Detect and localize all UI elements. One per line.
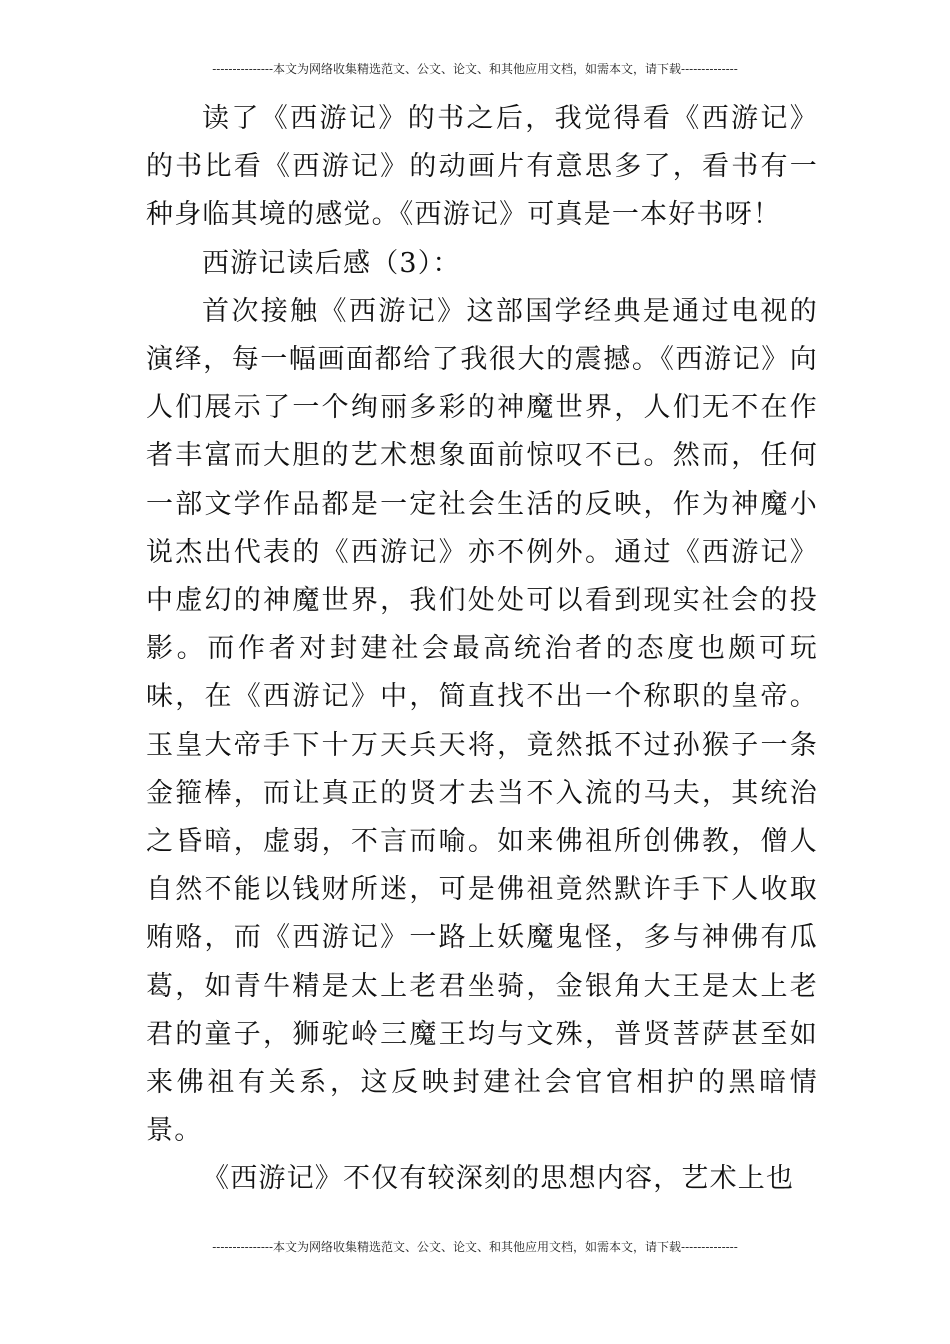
paragraph-3: 首次接触《西游记》这部国学经典是通过电视的演绎，每一幅画面都给了我很大的震撼。《西游记》向人们展示了一个绚丽多彩的神魔世界，人们无不在作者丰富而大胆的艺术想象面前惊叹不已。然而，任何一部文学作品都是一定社会生活的反映，作为神魔小说杰出代表的《西游记》亦不例外。通过《西游记》中虚幻的神魔世界，我们处处可以看到现实社会的投影。而作者对封建社会最高统治者的态度也颇可玩味，在《西游记》中，简直找不出一个称职的皇帝。玉皇大帝手下十万天兵天将，竟然抵不过孙猴子一条金箍棒，而让真正的贤才去当不入流的马夫，其统治之昏暗，虚弱，不言而喻。如来佛祖所创佛教，僧人自然不能以钱财所迷，可是佛祖竟然默许手下人收取贿赂，而《西游记》一路上妖魔鬼怪，多与神佛有瓜葛，如青牛精是太上老君坐骑，金银角大王是太上老君的童子，狮驼岭三魔王均与文殊，普贤菩萨甚至如来佛祖有关系，这反映封建社会官官相护的黑暗情景。 (146, 295, 818, 1147)
running-footer: ---------------本文为网络收集精选范文、公文、论文、和其他应用文档，如需本文，请下载-------------- (212, 1240, 738, 1254)
paragraph-1: 读了《西游记》的书之后，我觉得看《西游记》的书比看《西游记》的动画片有意思多了，看书有一种身临其境的感觉。《西游记》可真是一本好书呀！ (146, 103, 818, 231)
body-text (146, 95, 818, 1204)
paragraph-2: 西游记读后感（3）： (202, 247, 461, 279)
running-header: ---------------本文为网络收集精选范文、公文、论文、和其他应用文档，如需本文，请下载-------------- (212, 62, 738, 76)
paragraph-4: 《西游记》不仅有较深刻的思想内容，艺术上也 (202, 1163, 795, 1195)
